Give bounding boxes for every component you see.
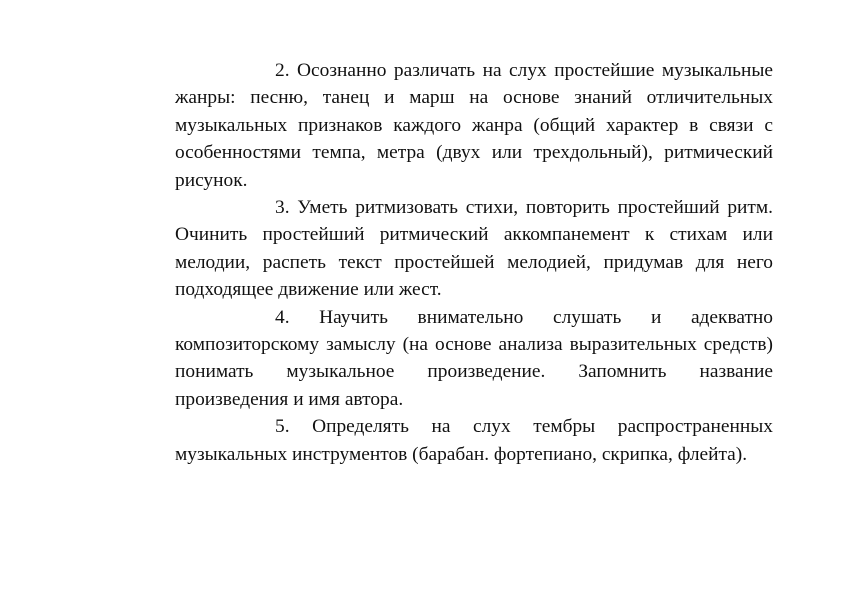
paragraph-item-2: 2. Осознанно различать на слух простейшие музыкальные жанры: песню, танец и марш на основе знаний отличительных музыкальных признаков каждого жанра (общий характер в связи с особенностями темпа, метра (двух или трехдольный), ритмический рисунок.	[175, 60, 773, 191]
paragraph-item-5: 5. Определять на слух тембры распространенных музыкальных инструментов (барабан. фортепиано, скрипка, флейта).	[175, 416, 773, 465]
paragraph-item-4: 4. Научить внимательно слушать и адекватно композиторскому замыслу (на основе анализа выразительных средств) понимать музыкальное произведение. Запомнить название произведения и имя автора.	[175, 306, 773, 410]
document-body	[175, 57, 773, 468]
paragraph-item-3: 3. Уметь ритмизовать стихи, повторить простейший ритм. Очинить простейший ритмический аккомпанемент к стихам или мелодии, распеть текст простейшей мелодией, придумав для него подходящее движение или жест.	[175, 197, 773, 301]
